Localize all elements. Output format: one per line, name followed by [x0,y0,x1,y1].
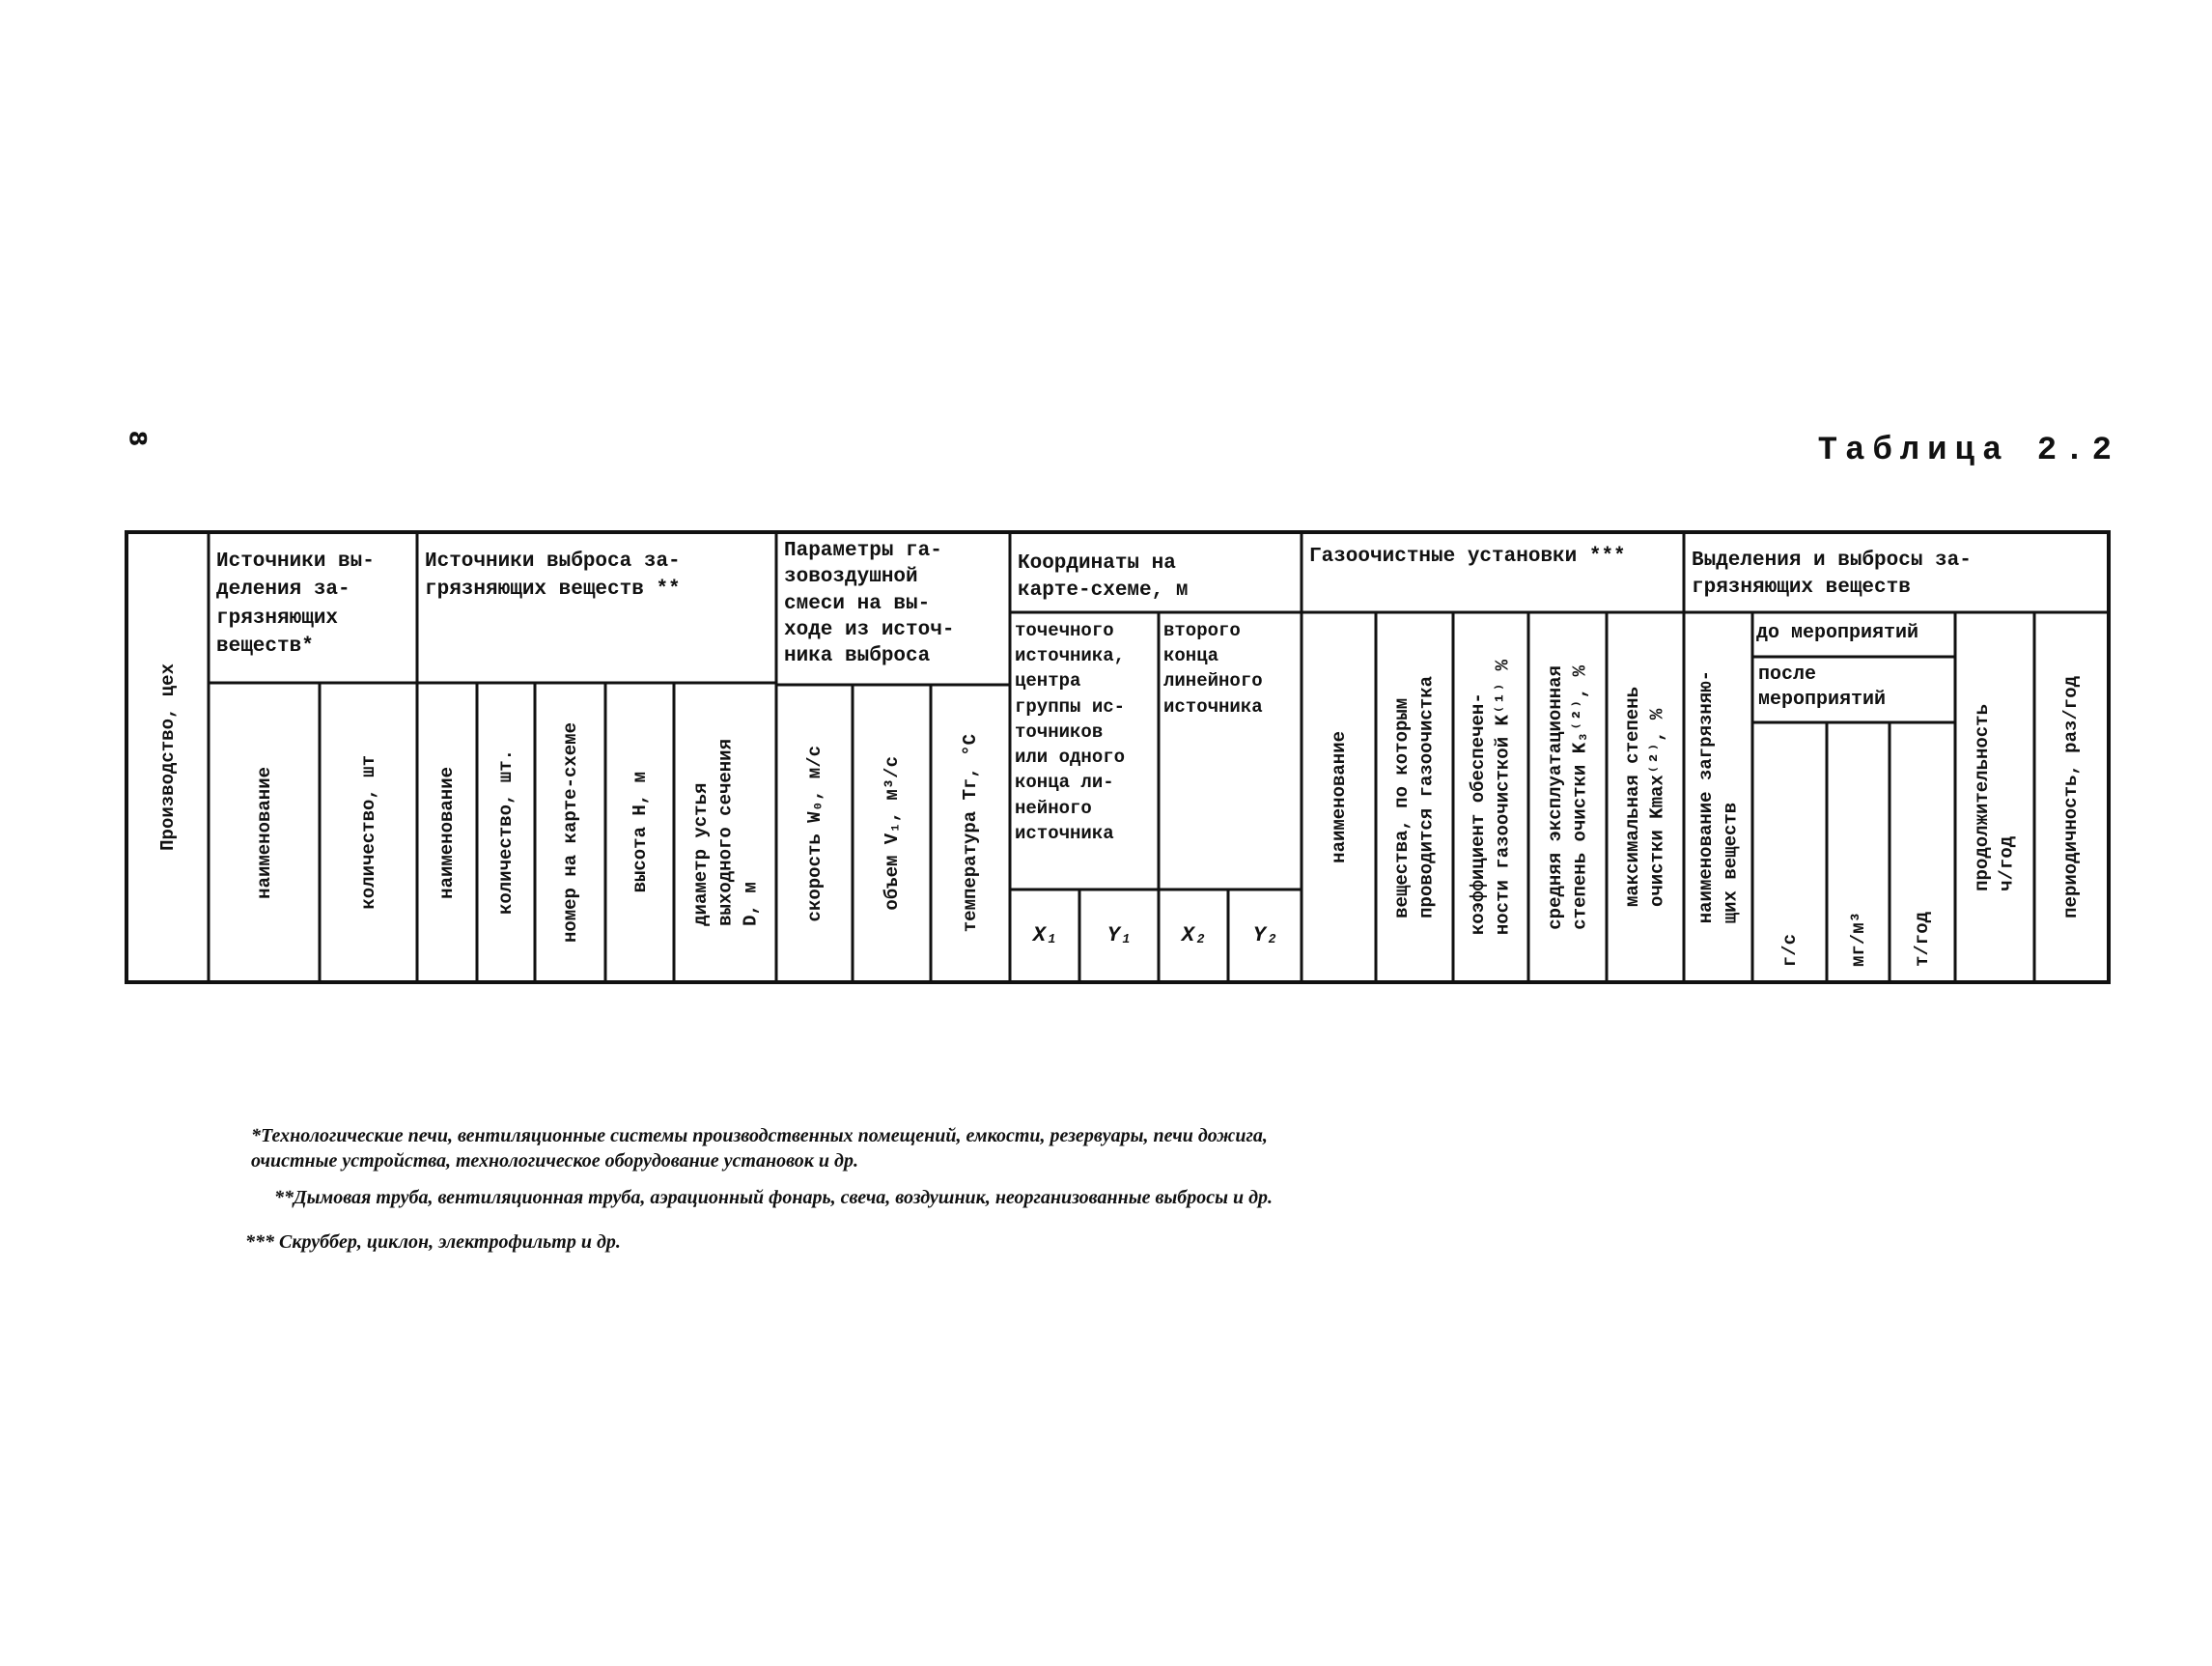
header-emission-height [607,685,674,980]
header-rel-before: до мероприятий [1756,622,1919,644]
header-gc-substances-text: вещества, по которым проводится газоочистка [1391,676,1438,918]
header-rel-gs-text: г/с [1778,933,1801,967]
header-emission-count-text: количество, шт. [495,749,518,916]
header-gc-name-text: наименование [1328,731,1350,863]
header-sources-release: Источники вы- деления за- грязняющих веществ* [216,551,375,659]
header-gas-temp-text: температура Tг, °C [960,734,982,933]
header-sources-release-count [322,685,417,980]
header-gc-coef [1455,614,1528,980]
header-rel-mgm3 [1829,724,1890,980]
header-coord-second: второго конца линейного источника [1163,620,1263,718]
header-rel-substance [1686,614,1752,980]
header-gc-max-text: максимальная степень очистки Kmax⁽²⁾, % [1622,687,1668,908]
header-sources-release-count-text: количество, шт [357,755,379,910]
header-gc-avg [1530,614,1607,980]
header-gas-temp [933,687,1010,980]
header-emission-diameter [676,685,776,980]
header-rel-tyear [1891,724,1955,980]
header-emission-map-number [537,685,605,980]
header-gc-name [1303,614,1376,980]
header-periodicity [2036,614,2107,980]
header-rel-after: после мероприятий [1758,664,1887,711]
table-title: Таблица 2.2 [1817,433,2119,469]
header-gc-substances [1378,614,1453,980]
header-rel-gs [1754,724,1827,980]
header-production [128,534,209,980]
header-x1: X₁ [1032,922,1059,947]
footnote-1: *Технологические печи, вентиляционные системы производственных помещений, емкости, резервуары, печи дожига, очистные устройства, технологическое оборудование установок и др. [251,1125,1268,1172]
page-number: 8 [124,430,152,447]
header-emission-diameter-text: диаметр устья выходного сечения D, м [689,739,761,926]
header-production-text: Производство, цех [156,664,179,851]
header-duration [1957,614,2034,980]
header-gas-speed [778,687,853,980]
header-emission-map-number-text: номер на карте-схеме [559,721,581,944]
header-emission-height-text: высота H, м [629,772,651,893]
header-sources-release-name [210,685,320,980]
header-x2: X₂ [1181,922,1208,947]
footnote-2: **Дымовая труба, вентиляционная труба, аэрационный фонарь, свеча, воздушник, неорганизованные выбросы и др. [274,1187,1274,1208]
header-rel-substance-text: наименование загрязняю- щих веществ [1694,670,1742,924]
header-gc-max [1609,614,1684,980]
header-emission-name [419,685,477,980]
header-gas-volume-text: объем V₁, м³/с [881,756,903,911]
header-coord-point: точечного источника, центра группы ис- точников или одного конца ли- нейного источника [1015,620,1126,844]
header-coordinates: Координаты на карте-схеме, м [1018,552,1189,603]
header-rel-mgm3-text: мг/м³ [1847,911,1869,967]
header-gc-coef-text: коэффициент обеспечен- ности газоочисткой K⁽¹⁾ % [1468,659,1514,936]
header-emission-name-text: наименование [436,766,459,899]
header-emission-count [479,685,535,980]
header-gas-speed-text: скорость W₀, м/с [803,745,826,922]
header-duration-text: продолжительность ч/год [1972,703,2018,891]
footnote-3: *** Скруббер, циклон, электрофильтр и др. [245,1231,621,1253]
header-gas-params: Параметры га- зовоздушной смеси на вы- ходе из источ- ника выброса [784,540,955,668]
header-releases: Выделения и выбросы за- грязняющих веществ [1692,550,1972,600]
header-y2: Y₂ [1252,922,1279,947]
header-y1: Y₁ [1106,922,1134,947]
header-emission-sources: Источники выброса за- грязняющих веществ ** [425,551,681,602]
header-gas-volume [854,687,931,980]
header-rel-tyear-text: т/год [1912,911,1934,967]
header-gc-avg-text: средняя эксплуатационная степень очистки K₃⁽²⁾, % [1544,664,1591,930]
header-gas-cleaning: Газоочистные установки *** [1309,546,1626,568]
header-sources-release-name-text: наименование [253,766,275,899]
header-periodicity-text: периодичность, раз/год [2059,676,2082,918]
